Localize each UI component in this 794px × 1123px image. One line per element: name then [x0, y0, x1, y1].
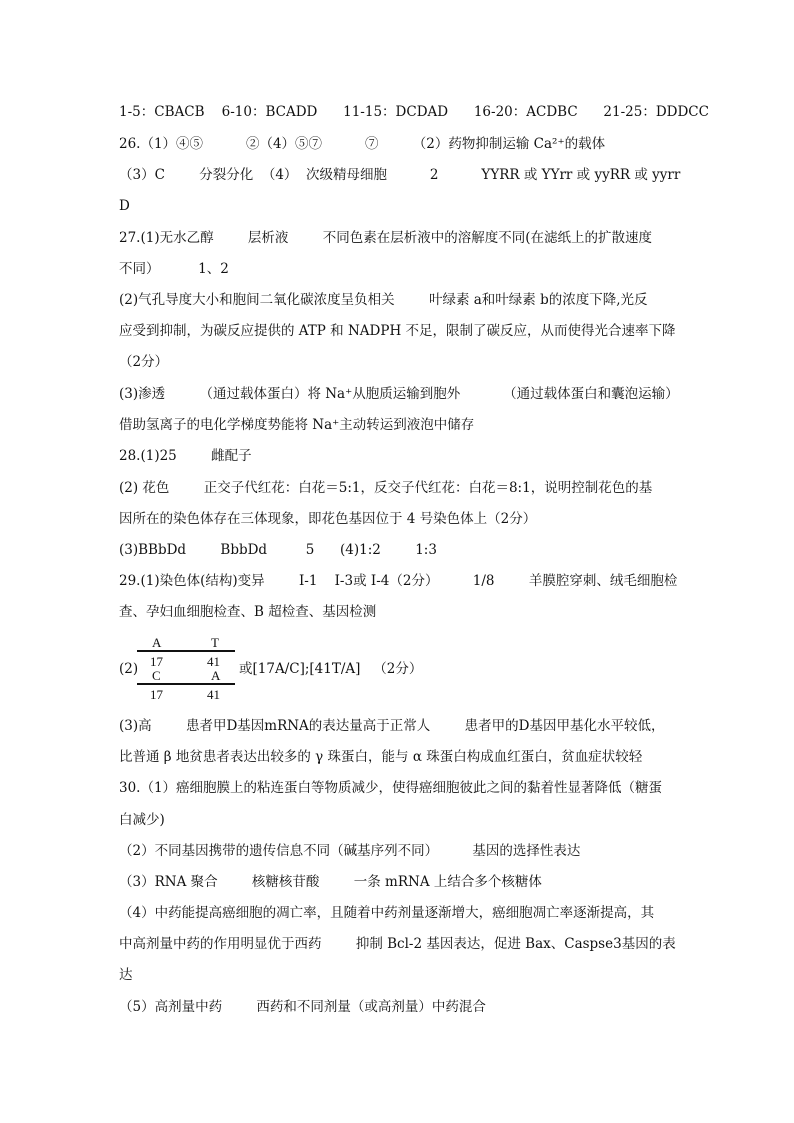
chromosome-line-lower	[137, 683, 235, 685]
allele-a-top: A	[152, 635, 162, 650]
line-6: 不同） 1、2	[119, 261, 229, 277]
line-12: 28.(1)25 雌配子	[119, 448, 252, 464]
allele-a-bottom: A	[211, 668, 221, 683]
line-19: 比普通 β 地贫患者表达出较多的 γ 珠蛋白，能与 α 珠蛋白构成血红蛋白，贫血症状较轻	[119, 749, 643, 765]
locus-17-bottom: 17	[150, 687, 163, 702]
line-23: （3）RNA 聚合 核糖核苷酸 一条 mRNA 上结合多个核糖体	[119, 874, 542, 890]
line-17: 查、孕妇血细胞检查、B 超检查、基因检测	[119, 604, 377, 620]
diagram-suffix: 或[17A/C];[41T/A] （2分）	[239, 661, 423, 677]
line-16: 29.(1)染色体(结构)变异 I-1 I-3或 I-4（2分） 1/8 羊膜腔穿刺、绒毛细胞检	[119, 573, 678, 589]
line-26: 达	[119, 967, 133, 983]
line-27: （5）高剂量中药 西药和不同剂量（或高剂量）中药混合	[119, 999, 486, 1015]
line-22: （2）不同基因携带的遗传信息不同（碱基序列不同） 基因的选择性表达	[119, 843, 581, 859]
allele-c-bottom: C	[152, 668, 161, 683]
line-20: 30.（1）癌细胞膜上的粘连蛋白等物质减少，使得癌细胞彼此之间的黏着性显著降低（糖蛋	[119, 780, 663, 796]
line-9: （2分）	[119, 354, 169, 370]
diagram-prefix: (2)	[119, 661, 139, 677]
locus-41-top: 41	[207, 654, 220, 669]
line-3: （3）C 分裂分化 （4） 次级精母细胞 2 YYRR 或 YYrr 或 yyRR 或 yyrr	[119, 167, 681, 183]
locus-41-bottom: 41	[207, 687, 220, 702]
line-2: 26.（1）④⑤ ②（4）⑤⑦ ⑦ （2）药物抑制运输 Ca²⁺的载体	[119, 136, 606, 152]
line-18: (3)高 患者甲D基因mRNA的表达量高于正常人 患者甲的D基因甲基化水平较低，	[119, 718, 665, 734]
line-8: 应受到抑制，为碳反应提供的 ATP 和 NADPH 不足，限制了碳反应，从而使得光合速率下降	[119, 323, 676, 339]
line-1: 1-5：CBACB 6-10：BCADD 11-15：DCDAD 16-20：ACDBC 21-25：DDDCC	[119, 104, 709, 120]
line-5: 27.(1)无水乙醇 层析液 不同色素在层析液中的溶解度不同(在滤纸上的扩散速度	[119, 230, 653, 246]
line-10: (3)渗透 （通过载体蛋白）将 Na⁺从胞质运输到胞外 （通过载体蛋白和囊泡运输）	[119, 386, 679, 402]
line-13: (2) 花色 正交子代红花：白花＝5:1，反交子代红花：白花＝8:1，说明控制花色的基	[119, 480, 653, 496]
chromosome-line-upper	[137, 650, 235, 652]
line-14: 因所在的染色体存在三体现象，即花色基因位于 4 号染色体上（2分）	[119, 511, 537, 527]
line-24: （4）中药能提高癌细胞的凋亡率，且随着中药剂量逐渐增大，癌细胞凋亡率逐渐提高，其	[119, 905, 655, 921]
allele-t-top: T	[211, 635, 219, 650]
line-21: 白减少)	[119, 812, 165, 828]
line-4: D	[119, 198, 130, 214]
locus-17-top: 17	[150, 654, 163, 669]
line-11: 借助氢离子的电化学梯度势能将 Na⁺主动转运到液泡中储存	[119, 417, 475, 433]
line-15: (3)BBbDd BbbDd 5 (4)1:2 1:3	[119, 542, 437, 558]
line-7: (2)气孔导度大小和胞间二氧化碳浓度呈负相关 叶绿素 a和叶绿素 b的浓度下降,光反	[119, 292, 648, 308]
line-25: 中高剂量中药的作用明显优于西药 抑制 Bcl-2 基因表达，促进 Bax、Caspse3基因的表	[119, 936, 676, 952]
